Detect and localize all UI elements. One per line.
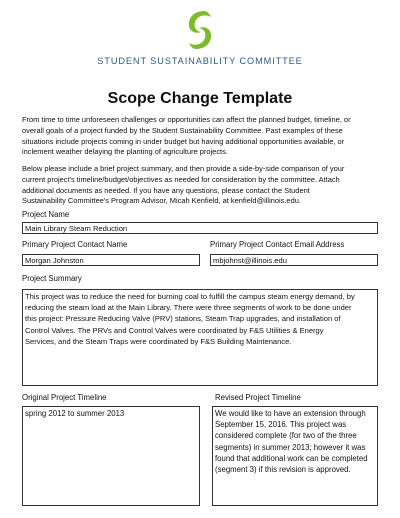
project-summary-label: Project Summary — [22, 274, 82, 283]
original-timeline-value: spring 2012 to summer 2013 — [25, 409, 125, 418]
ssc-swirl-logo-icon — [182, 8, 218, 52]
summary-line: this project: Pressure Reducing Valve (PRV) stations, Steam Trap upgrades, and installation of — [25, 314, 341, 324]
project-name-label: Project Name — [22, 210, 70, 219]
contact-name-label: Primary Project Contact Name — [22, 240, 128, 249]
intro-line: overall goals of a project funded by the Student Sustainability Committee. Past examples of these — [22, 125, 343, 135]
revised-timeline-line: found that additional work can be completed — [215, 453, 368, 463]
original-timeline-box[interactable] — [22, 406, 200, 506]
instruction-paragraph — [22, 164, 382, 207]
project-summary-box[interactable] — [22, 289, 378, 386]
revised-timeline-line: segments) in summer 2013; however it was — [215, 442, 366, 452]
contact-email-field[interactable]: mbjohnst@illinois.edu — [210, 254, 378, 266]
intro-line: inclement weather delaying the planting of agriculture projects. — [22, 147, 228, 157]
revised-timeline-line: September 15, 2016. This project was — [215, 420, 347, 430]
page-title: Scope Change Template — [107, 90, 293, 107]
intro-paragraph — [22, 115, 382, 158]
revised-timeline-box[interactable] — [212, 406, 378, 506]
summary-line: reducing the steam load at the Main Library. There were three segments of work to be done under — [25, 303, 352, 313]
instruction-line: Sustainability Committee's Program Advisor, Micah Kenfield, at kenfield@illinois.edu. — [22, 196, 301, 206]
summary-line: Services, and the Steam Traps were coordinated by F&S Building Maintenance. — [25, 336, 292, 346]
intro-line: From time to time unforeseen challenges or opportunities can affect the planned budget, timeline, or — [22, 115, 351, 124]
original-timeline-label: Original Project Timeline — [22, 393, 107, 402]
instruction-line: current project's timeline/budget/objectives as needed for consideration by the committee. Attach — [22, 174, 340, 184]
contact-email-label: Primary Project Contact Email Address — [210, 240, 345, 249]
instruction-line: Below please include a brief project summary, and then provide a side-by-side comparison of your — [22, 164, 345, 173]
organization-name: STUDENT SUSTAINABILITY COMMITTEE — [97, 56, 303, 66]
revised-timeline-line: We would like to have an extension through — [215, 409, 366, 418]
instruction-line: additional documents as needed. If you have any questions, please contact the Student — [22, 185, 310, 195]
summary-line: Control Valves. The PRVs and Control Valves were coordinated by F&S Utilities & Energy — [25, 325, 324, 335]
revised-timeline-line: considered complete (for two of the three — [215, 431, 357, 441]
revised-timeline-label: Revised Project Timeline — [215, 393, 301, 402]
project-name-field[interactable]: Main Library Steam Reduction — [22, 222, 378, 234]
intro-line: situations include projects coming in under budget but having additional opportunities available, or — [22, 136, 345, 146]
contact-name-field[interactable]: Morgan Johnston — [22, 254, 200, 266]
revised-timeline-line: (segment 3) if this revision is approved. — [215, 465, 351, 475]
summary-line: This project was to reduce the need for burning coal to fulfill the campus steam energy demand, by — [25, 292, 355, 301]
